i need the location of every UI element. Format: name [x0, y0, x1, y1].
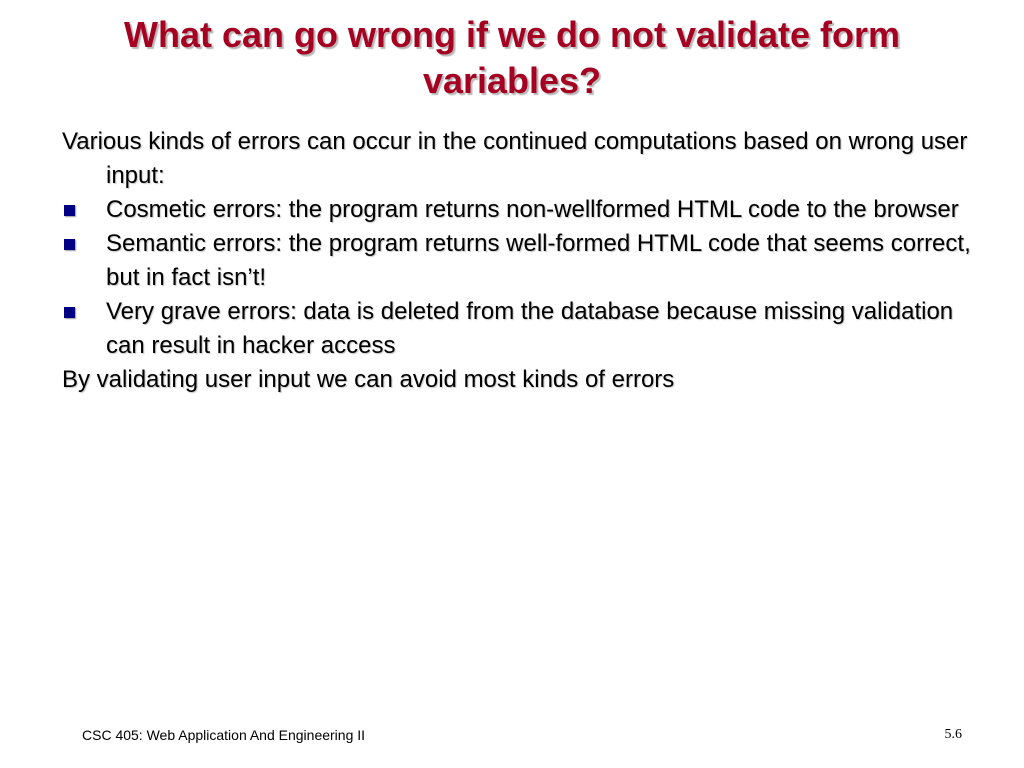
square-bullet-icon	[64, 205, 75, 216]
bullet-item-cosmetic-errors	[62, 193, 992, 227]
square-bullet-icon	[64, 239, 75, 250]
bullet-item-semantic-errors	[62, 227, 992, 295]
slide-body	[62, 125, 992, 397]
course-footer: CSC 405: Web Application And Engineering II	[82, 727, 366, 743]
bullet-text: Very grave errors: data is deleted from the database because missing validation can result in hacker access	[106, 298, 954, 359]
bullet-text: Cosmetic errors: the program returns non-wellformed HTML code to the browser	[106, 196, 959, 223]
slide-title: What can go wrong if we do not validate form variables?	[123, 14, 901, 101]
bullet-item-grave-errors	[62, 295, 992, 363]
square-bullet-icon	[64, 307, 75, 318]
slide-number: 5.6	[944, 727, 962, 742]
intro-paragraph: Various kinds of errors can occur in the continued computations based on wrong user input:	[62, 128, 968, 189]
bullet-text: Semantic errors: the program returns well-formed HTML code that seems correct, but in fact isn’t!	[106, 230, 971, 291]
conclusion-paragraph: By validating user input we can avoid most kinds of errors	[62, 366, 675, 393]
